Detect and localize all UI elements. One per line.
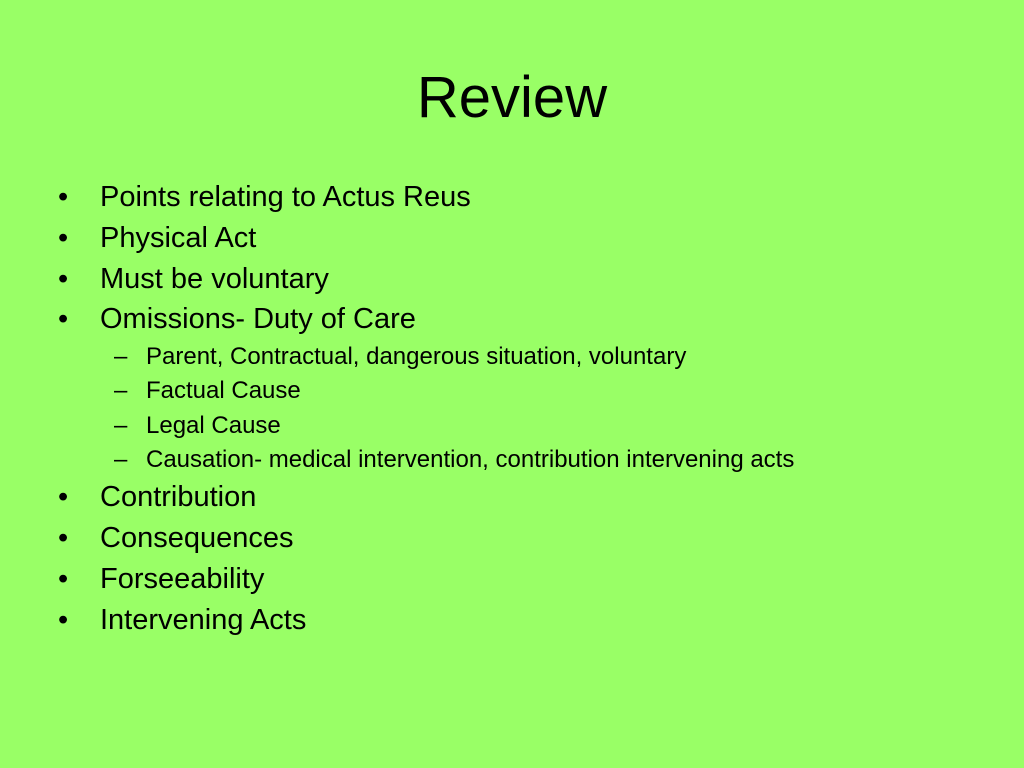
bullet-marker: •	[58, 181, 69, 213]
dash-marker: –	[114, 411, 128, 439]
sub-bullet-text: Causation- medical intervention, contribution intervening acts	[146, 446, 795, 474]
bullet-text: Must be voluntary	[100, 262, 329, 295]
bullet-list	[0, 177, 1024, 641]
dash-marker: –	[114, 343, 128, 371]
bullet-text: Physical Act	[100, 221, 257, 254]
bullet-item	[0, 299, 1024, 340]
dash-marker: –	[114, 446, 128, 474]
bullet-item	[0, 177, 1024, 218]
bullet-text: Contribution	[100, 481, 257, 514]
bullet-text: Forseeability	[100, 562, 265, 595]
bullet-text: Points relating to Actus Reus	[100, 181, 471, 213]
sub-bullet-item	[0, 443, 1024, 477]
bullet-text: Omissions- Duty of Care	[100, 303, 416, 336]
bullet-text: Intervening Acts	[100, 603, 307, 636]
slide-title: Review	[416, 65, 608, 130]
dash-marker: –	[114, 377, 128, 405]
bullet-marker: •	[58, 262, 69, 295]
bullet-item	[0, 600, 1024, 641]
bullet-marker: •	[58, 221, 69, 254]
bullet-item	[0, 518, 1024, 559]
sub-bullet-text: Factual Cause	[146, 377, 301, 405]
sub-bullet-text: Parent, Contractual, dangerous situation, voluntary	[146, 343, 687, 371]
bullet-marker: •	[58, 603, 69, 636]
bullet-marker: •	[58, 562, 69, 595]
bullet-item	[0, 559, 1024, 600]
bullet-item	[0, 477, 1024, 518]
bullet-marker: •	[58, 522, 69, 555]
bullet-item	[0, 259, 1024, 300]
bullet-marker: •	[58, 481, 69, 514]
bullet-item	[0, 218, 1024, 259]
bullet-text: Consequences	[100, 522, 294, 555]
sub-bullet-item	[0, 340, 1024, 374]
bullet-marker: •	[58, 303, 69, 336]
sub-bullet-item	[0, 409, 1024, 443]
sub-bullet-item	[0, 374, 1024, 408]
sub-bullet-text: Legal Cause	[146, 411, 281, 439]
